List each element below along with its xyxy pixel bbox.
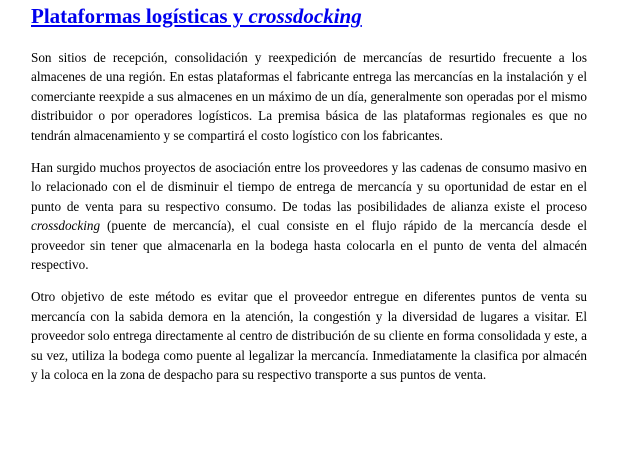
paragraph-2-after: (puente de mercancía), el cual consiste en el flujo rápido de la mercancía desde el proveedor sin tener que almacenarla en la bodega hasta colocarla en el punto de venta del almacén respectivo.	[31, 218, 587, 273]
article	[31, 3, 587, 398]
paragraph-3: Otro objetivo de este método es evitar que el proveedor entregue en diferentes puntos de venta su mercancía con la sabida demora en la atención, la congestión y la diversidad de lugares a visitar. El proveedor solo entrega directamente al centro de distribución de su cliente en forma consolidada y este, a su vez, utiliza la bodega como puente al legalizar la mercancía. Inmediatamente la clasifica por almacén y la coloca en la zona de despacho para su respectivo transporte a sus puntos de venta.	[31, 289, 587, 383]
article-title[interactable]	[31, 3, 587, 29]
title-italic-text: crossdocking	[248, 4, 362, 28]
paragraph-2	[31, 158, 587, 274]
paragraph-2-before: Han surgido muchos proyectos de asociación entre los proveedores y las cadenas de consumo masivo en lo relacionado con el de disminuir el tiempo de entrega de mercancía y su oportunidad de estar en el punto de venta para su respectivo consumo. De todas las posibilidades de alianza existe el proceso	[31, 160, 587, 214]
article-title-link[interactable]	[31, 4, 362, 28]
paragraph-2-italic: crossdocking	[31, 218, 101, 234]
title-main-text: Plataformas logísticas y	[31, 4, 249, 28]
paragraph-1: Son sitios de recepción, consolidación y reexpedición de mercancías de resurtido frecuente a los almacenes de una región. En estas plataformas el fabricante entrega las mercancías en la instalación y el comerciante reexpide a sus almacenes en un máximo de un día, generalmente son operadas por el mismo distribuidor o por operadores logísticos. La premisa básica de las plataformas regionales es que no tendrán almacenamiento y se compartirá el costo logístico con los fabricantes.	[31, 50, 587, 143]
